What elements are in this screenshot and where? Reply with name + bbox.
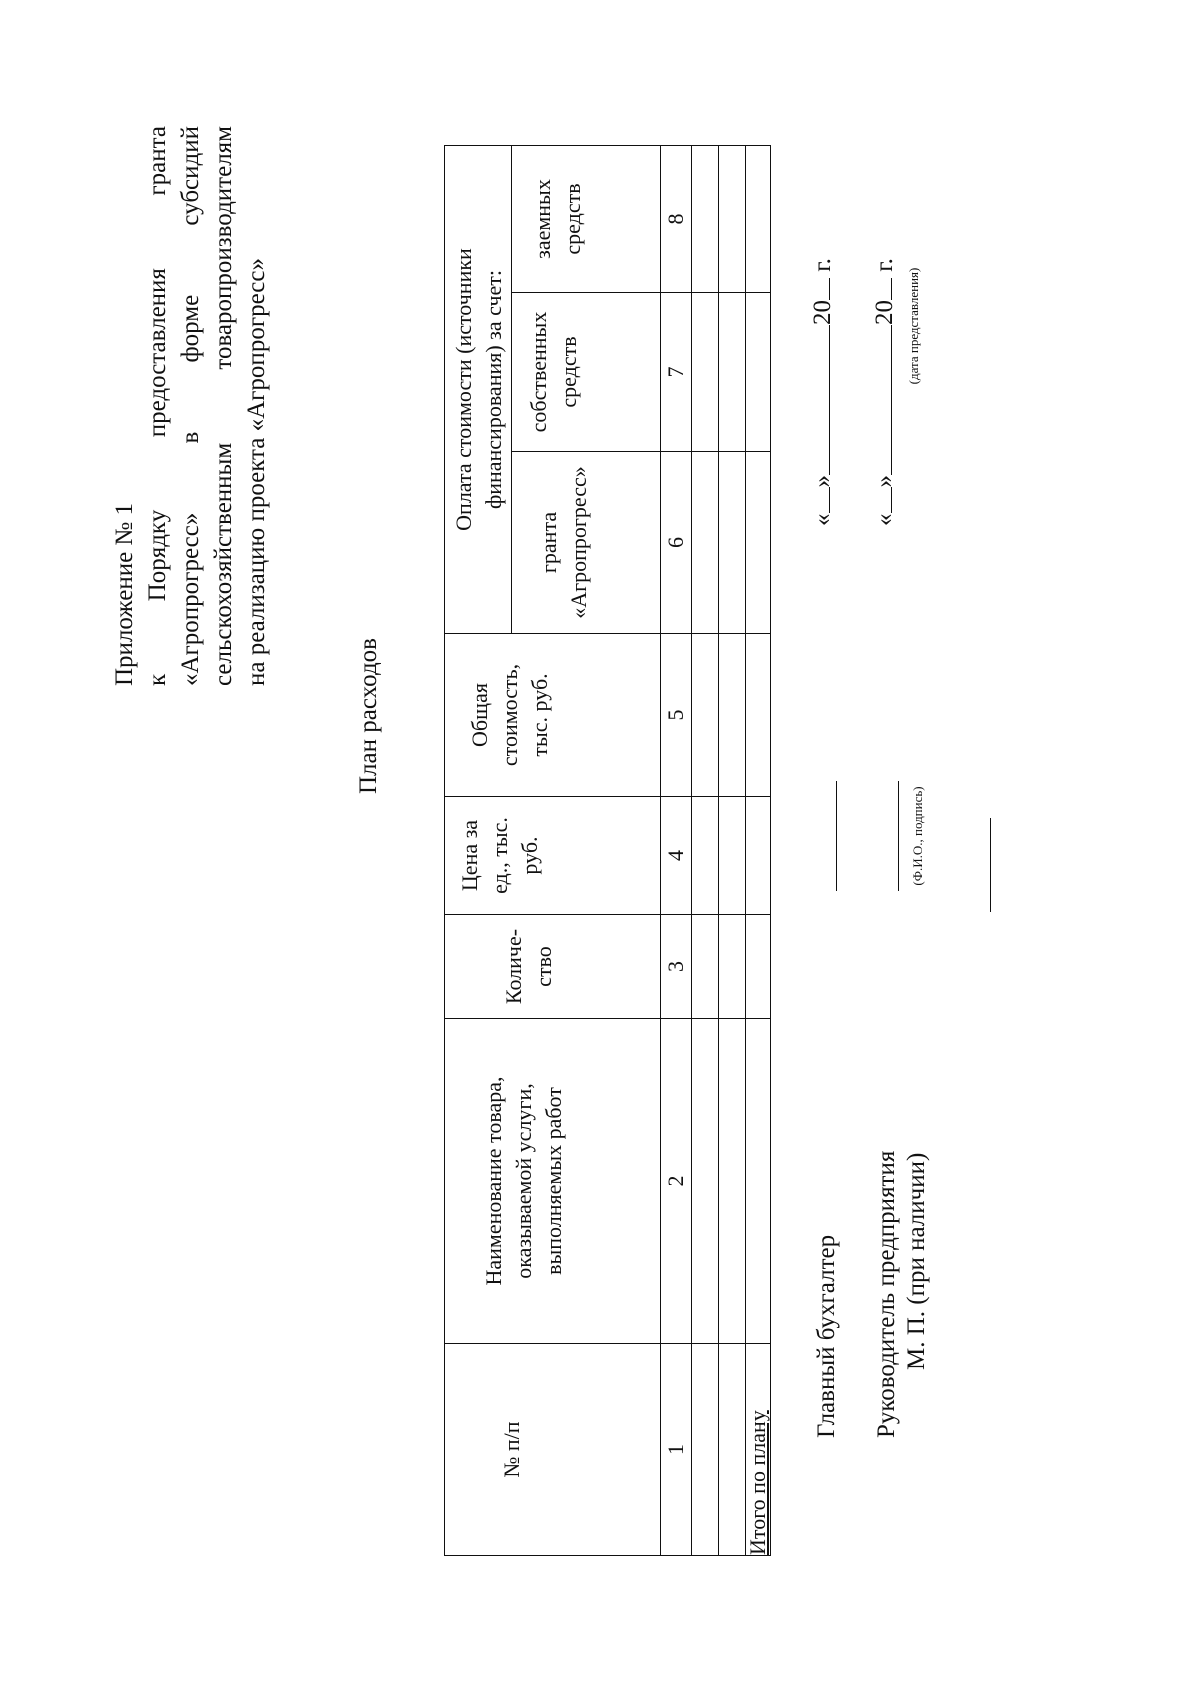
total-row-label: Итого по плану [746,1344,771,1556]
column-number: 2 [661,1019,692,1344]
table-cell[interactable] [692,634,719,797]
table-cell[interactable] [692,1344,719,1556]
column-number: 7 [661,293,692,452]
table-cell[interactable] [719,1019,746,1344]
header-payment-group: Оплата стоимости (источники финансирования) за счет: [445,146,512,634]
column-number: 8 [661,146,692,293]
document-title: План расходов [355,638,382,794]
director-date: «»20 г. [871,258,898,526]
column-number: 4 [661,797,692,915]
table-cell[interactable] [719,915,746,1019]
column-number-row [661,146,692,1556]
fio-caption: (Ф.И.О., подпись) [910,786,925,886]
director-signature-line[interactable] [898,781,899,891]
header-number: № п/п [445,1344,661,1556]
total-row [746,146,771,1556]
stamp-line [990,818,991,912]
table-cell[interactable] [746,915,771,1019]
expense-plan-table [444,145,771,1556]
table-row [719,146,746,1556]
header-grant: гранта «Агропрогресс» [512,452,661,634]
header-price: Цена за ед., тыс. руб. [445,797,661,915]
chief-accountant-date: «»20 г. [809,258,836,526]
table-header-row [445,146,512,1556]
stamp-label: М. П. (при наличии) [903,1152,930,1370]
appendix-heading: Приложение № 1 [111,502,138,686]
director-label: Руководитель предприятия [873,1150,900,1438]
date-caption: (дата представления) [906,267,921,385]
table-cell[interactable] [746,634,771,797]
column-number: 5 [661,634,692,797]
column-number: 3 [661,915,692,1019]
chief-accountant-label: Главный бухгалтер [813,1234,840,1438]
header-borrowed-funds: заемных средств [512,146,661,293]
chief-accountant-signature-line[interactable] [836,781,837,891]
header-total-cost: Общая стоимость, тыс. руб. [445,634,661,797]
table-cell[interactable] [692,146,719,293]
appendix-line-3: сельскохозяйственным товаропроизводителям [210,126,237,686]
table-cell[interactable] [746,452,771,634]
table-cell[interactable] [719,797,746,915]
table-cell[interactable] [692,915,719,1019]
header-own-funds: собственных средств [512,293,661,452]
table-cell[interactable] [746,797,771,915]
table-cell[interactable] [719,634,746,797]
table-cell[interactable] [692,1019,719,1344]
table-cell[interactable] [746,293,771,452]
appendix-line-1: к Порядку предоставления гранта [144,126,171,686]
appendix-line-4: на реализацию проекта «Агропрогресс» [243,258,270,686]
table-cell[interactable] [719,1344,746,1556]
header-quantity: Количе-ство [445,915,661,1019]
header-name: Наименование товара, оказываемой услуги, выполняемых работ [445,1019,661,1344]
column-number: 1 [661,1344,692,1556]
table-row [692,146,719,1556]
table-cell[interactable] [719,452,746,634]
appendix-line-2: «Агропрогресс» в форме субсидий [177,126,204,686]
table-cell[interactable] [692,797,719,915]
table-cell[interactable] [692,293,719,452]
appendix-header [108,126,273,686]
table-cell[interactable] [746,1019,771,1344]
table-cell[interactable] [692,452,719,634]
column-number: 6 [661,452,692,634]
table-cell[interactable] [719,293,746,452]
table-cell[interactable] [719,146,746,293]
table-cell[interactable] [746,146,771,293]
